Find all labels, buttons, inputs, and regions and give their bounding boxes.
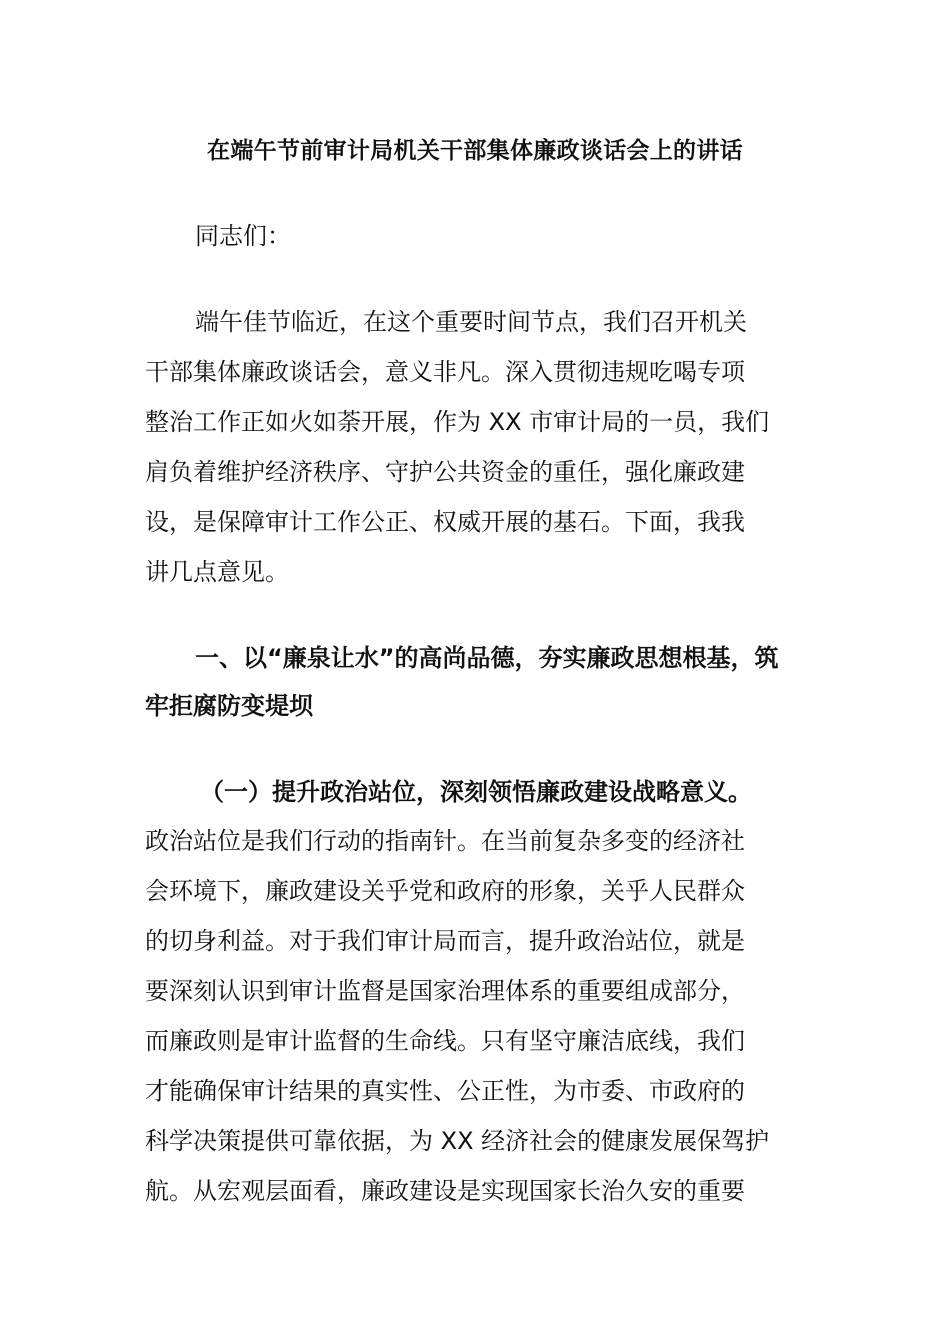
paragraph-line: 会环境下，廉政建设关乎党和政府的形象，关乎人民群众 — [145, 877, 745, 905]
document-title: 在端午节前审计局机关干部集体廉政谈话会上的讲话 — [207, 138, 743, 164]
paragraph-line: 科学决策提供可靠依据，为 XX 经济社会的健康发展保驾护 — [145, 1127, 770, 1155]
paragraph-line: 要深刻认识到审计监督是国家治理体系的重要组成部分， — [145, 977, 745, 1005]
paragraph-line: 才能确保审计结果的真实性、公正性，为市委、市政府的 — [145, 1077, 745, 1105]
paragraph-line: 肩负着维护经济秩序、守护公共资金的重任，强化廉政建 — [145, 458, 745, 486]
paragraph-line: 航。从宏观层面看，廉政建设是实现国家长治久安的重要 — [145, 1177, 745, 1205]
paragraph-line: 政治站位是我们行动的指南针。在当前复杂多变的经济社 — [145, 827, 745, 855]
heading-line: 一、以“廉泉让水”的高尚品德，夯实廉政思想根基，筑 — [195, 644, 779, 672]
paragraph-line: 而廉政则是审计监督的生命线。只有坚守廉洁底线，我们 — [145, 1027, 745, 1055]
salutation: 同志们： — [195, 222, 291, 250]
paragraph-line: 端午佳节临近，在这个重要时间节点，我们召开机关 — [195, 308, 747, 336]
paragraph-line: 的切身利益。对于我们审计局而言，提升政治站位，就是 — [145, 927, 745, 955]
paragraph-line: 整治工作正如火如荼开展，作为 XX 市审计局的一员，我们 — [145, 408, 770, 436]
paragraph-line: 讲几点意见。 — [145, 558, 289, 586]
paragraph-line: 干部集体廉政谈话会，意义非凡。深入贯彻违规吃喝专项 — [145, 358, 745, 386]
paragraph-line: 设，是保障审计工作公正、权威开展的基石。下面，我我 — [145, 508, 745, 536]
subsection-1-heading: （一）提升政治站位，深刻领悟廉政建设战略意义。 — [200, 778, 752, 806]
heading-line: 牢拒腐防变堤坝 — [145, 692, 313, 720]
